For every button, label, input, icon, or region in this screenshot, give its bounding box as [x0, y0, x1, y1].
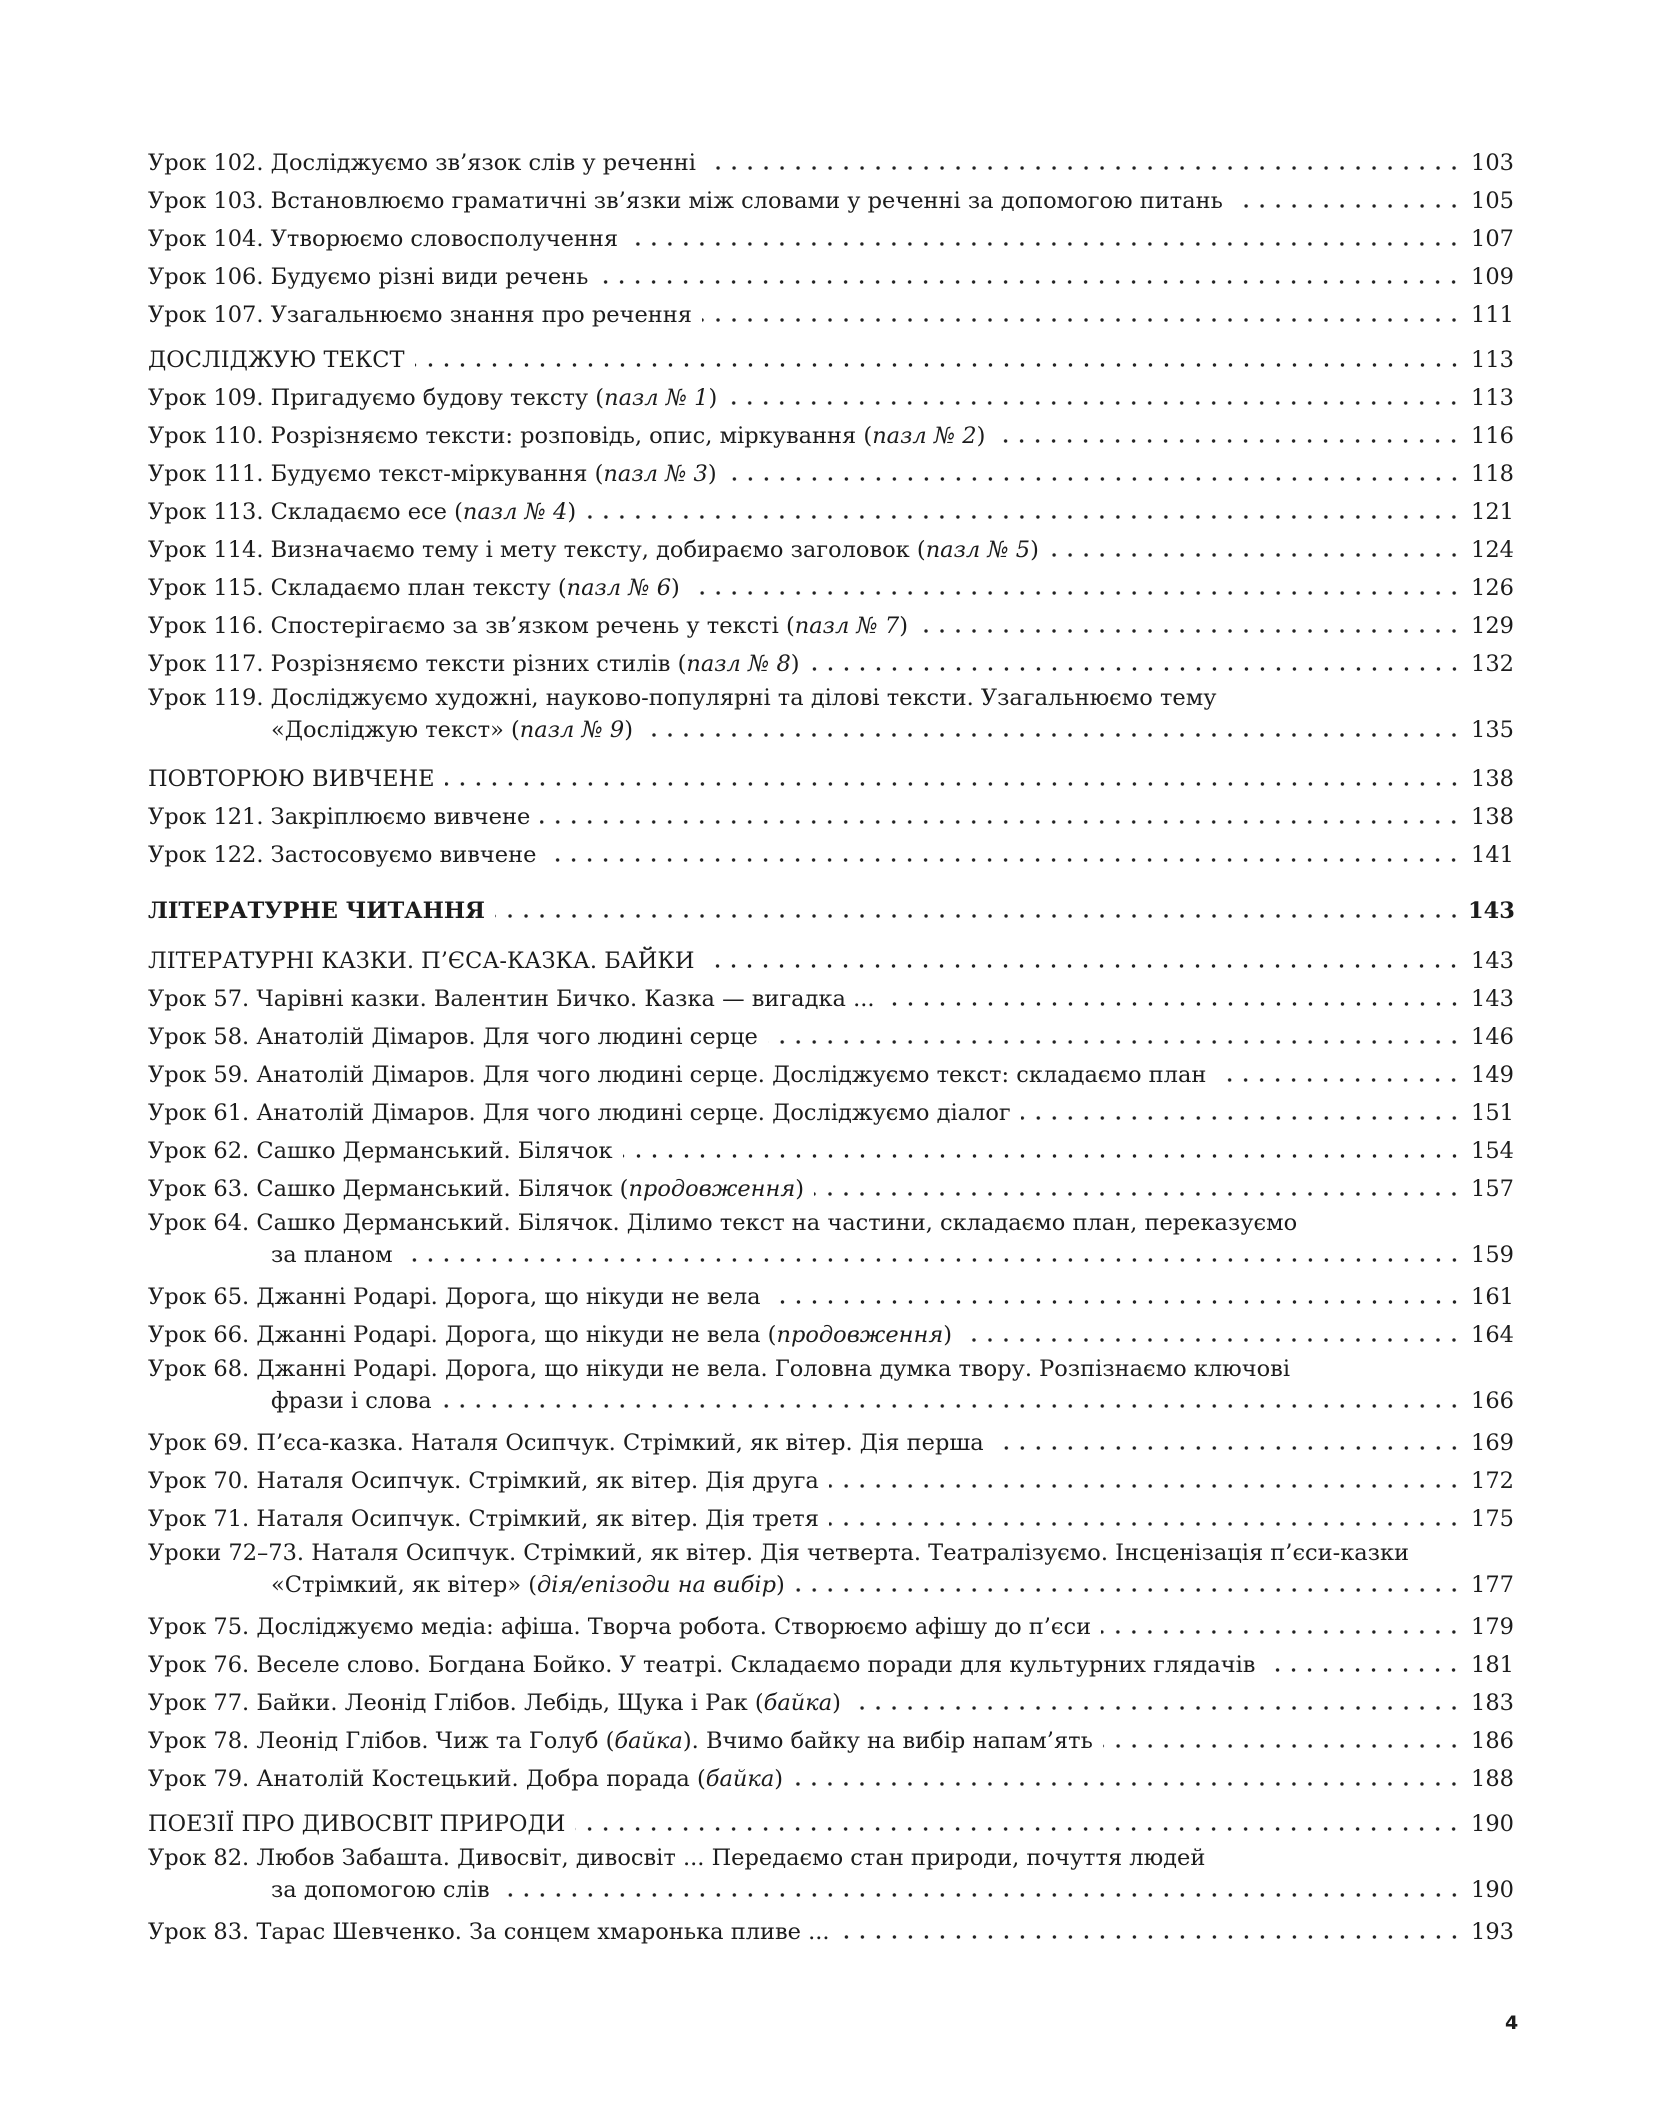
page-ref: 179: [1471, 1614, 1514, 1640]
page-ref: 121: [1471, 499, 1514, 525]
page-ref: 118: [1471, 461, 1514, 487]
leader-dots: [643, 732, 1462, 738]
toc-entry: Урок 78. Леонід Глібов. Чиж та Голуб (байка). Вчимо байку на вибір напам’ять 186: [148, 1728, 1514, 1754]
toc-entry: Урок 79. Анатолій Костецький. Добра порада (байка) 188: [148, 1766, 1514, 1792]
page-ref: 193: [1471, 1919, 1514, 1945]
page-ref: 113: [1471, 385, 1514, 411]
page-ref: 175: [1471, 1506, 1514, 1532]
leader-dots: [500, 1892, 1462, 1898]
leader-dots: [793, 1781, 1462, 1787]
toc-entry: Урок 116. Спостерігаємо за зв’язком речень у тексті (пазл № 7) 129: [148, 613, 1514, 639]
toc-entry: Урок 58. Анатолій Дімаров. Для чого людині серце 146: [148, 1024, 1514, 1050]
toc-section-heading: ДОСЛІДЖУЮ ТЕКСТ 113: [148, 347, 1514, 373]
toc-entry: Урок 119. Досліджуємо художні, науково-популярні та ділові тексти. Узагальнюємо тему «Досліджую текст» (пазл № 9) 135: [148, 685, 1514, 743]
leader-dots: [540, 819, 1462, 825]
toc-entry: Урок 121. Закріплюємо вивчене 138: [148, 804, 1514, 830]
table-of-contents: [148, 140, 1514, 1947]
leader-dots: [840, 1934, 1462, 1940]
toc-entry: Урок 57. Чарівні казки. Валентин Бичко. Казка — вигадка ... 143: [148, 986, 1514, 1012]
page-ref: 164: [1471, 1322, 1514, 1348]
toc-entry: Урок 75. Досліджуємо медіа: афіша. Творча робота. Створюємо афішу до п’єси 179: [148, 1614, 1514, 1640]
toc-entry: Урок 107. Узагальнюємо знання про речення 111: [148, 302, 1514, 328]
page-ref: 129: [1471, 613, 1514, 639]
toc-entry: Урок 66. Джанні Родарі. Дорога, що нікуди не вела (продовження) 164: [148, 1322, 1514, 1348]
page-ref: 113: [1471, 347, 1514, 373]
page-ref: 138: [1471, 804, 1514, 830]
toc-entry: Урок 68. Джанні Родарі. Дорога, що нікуди не вела. Головна думка твору. Розпізнаємо ключові фрази і слова 166: [148, 1356, 1514, 1414]
leader-dots: [1233, 203, 1462, 209]
page-ref: 159: [1471, 1242, 1514, 1268]
leader-dots: [851, 1705, 1462, 1711]
page-ref: 186: [1471, 1728, 1514, 1754]
leader-dots: [995, 438, 1462, 444]
leader-dots: [1216, 1077, 1462, 1083]
page-ref: 169: [1471, 1430, 1514, 1456]
toc-entry: Урок 69. П’єса-казка. Наталя Осипчук. Стрімкий, як вітер. Дія перша 169: [148, 1430, 1514, 1456]
toc-entry: Урок 103. Встановлюємо граматичні зв’язки між словами у реченні за допомогою питань 105: [148, 188, 1514, 214]
toc-entry: Урок 76. Веселе слово. Богдана Бойко. У театрі. Складаємо поради для культурних глядачів 181: [148, 1652, 1514, 1678]
toc-entry: Уроки 72–73. Наталя Осипчук. Стрімкий, як вітер. Дія четверта. Театралізуємо. Інсценізація п’єси-казки «Стрімкий, як вітер» (дія/епізоди на вибір) 177: [148, 1540, 1514, 1598]
toc-entry: Урок 110. Розрізняємо тексти: розповідь, опис, міркування (пазл № 2) 116: [148, 423, 1514, 449]
leader-dots: [918, 628, 1462, 634]
toc-entry: Урок 114. Визначаємо тему і мету тексту, добираємо заголовок (пазл № 5) 124: [148, 537, 1514, 563]
page-ref: 177: [1471, 1572, 1514, 1598]
leader-dots: [829, 1483, 1462, 1489]
toc-entry: Урок 109. Пригадуємо будову тексту (пазл № 1) 113: [148, 385, 1514, 411]
leader-dots: [727, 476, 1462, 482]
leader-dots: [586, 514, 1462, 520]
toc-entry: Урок 117. Розрізняємо тексти різних стилів (пазл № 8) 132: [148, 651, 1514, 677]
page-ref: 157: [1471, 1176, 1514, 1202]
page-ref: 149: [1471, 1062, 1514, 1088]
leader-dots: [628, 241, 1462, 247]
page-ref: 172: [1471, 1468, 1514, 1494]
leader-dots: [442, 1403, 1462, 1409]
toc-entry: Урок 122. Застосовуємо вивчене 141: [148, 842, 1514, 868]
leader-dots: [415, 362, 1462, 368]
toc-part-heading: ЛІТЕРАТУРНЕ ЧИТАННЯ 143: [148, 898, 1515, 924]
page-ref: 132: [1471, 651, 1514, 677]
page-ref: 111: [1471, 302, 1514, 328]
toc-entry: Урок 83. Тарас Шевченко. За сонцем хмаронька пливе ... 193: [148, 1919, 1514, 1945]
toc-entry: Урок 113. Складаємо есе (пазл № 4) 121: [148, 499, 1514, 525]
page-ref: 141: [1471, 842, 1514, 868]
toc-section-heading: ПОВТОРЮЮ ВИВЧЕНЕ 138: [148, 766, 1514, 792]
leader-dots: [829, 1521, 1462, 1527]
page-ref: 109: [1471, 264, 1514, 290]
page-ref: 135: [1471, 717, 1514, 743]
leader-dots: [795, 1587, 1462, 1593]
toc-entry: Урок 106. Будуємо різні види речень 109: [148, 264, 1514, 290]
leader-dots: [814, 1191, 1462, 1197]
leader-dots: [810, 666, 1462, 672]
page-ref: 161: [1471, 1284, 1514, 1310]
leader-dots: [546, 857, 1462, 863]
page-ref: 188: [1471, 1766, 1514, 1792]
leader-dots: [885, 1001, 1462, 1007]
leader-dots: [768, 1039, 1462, 1045]
leader-dots: [445, 781, 1462, 787]
page-ref: 166: [1471, 1388, 1514, 1414]
page-ref: 183: [1471, 1690, 1514, 1716]
leader-dots: [771, 1299, 1462, 1305]
page-ref: 143: [1471, 948, 1514, 974]
leader-dots: [1265, 1667, 1462, 1673]
leader-dots: [495, 913, 1462, 919]
toc-entry: Урок 102. Досліджуємо зв’язок слів у реченні 103: [148, 150, 1514, 176]
page-number: 4: [1505, 2012, 1519, 2034]
leader-dots: [706, 165, 1462, 171]
page-ref: 143: [1468, 898, 1515, 924]
leader-dots: [403, 1257, 1462, 1263]
leader-dots: [598, 279, 1462, 285]
leader-dots: [994, 1445, 1462, 1451]
toc-entry: Урок 77. Байки. Леонід Глібов. Лебідь, Щука і Рак (байка) 183: [148, 1690, 1514, 1716]
leader-dots: [1049, 552, 1462, 558]
page-ref: 190: [1471, 1877, 1514, 1903]
leader-dots: [727, 400, 1462, 406]
leader-dots: [1021, 1115, 1462, 1121]
page-ref: 107: [1471, 226, 1514, 252]
toc-entry: Урок 70. Наталя Осипчук. Стрімкий, як вітер. Дія друга 172: [148, 1468, 1514, 1494]
page-ref: 116: [1471, 423, 1514, 449]
page-ref: 124: [1471, 537, 1514, 563]
leader-dots: [702, 317, 1462, 323]
page-ref: 181: [1471, 1652, 1514, 1678]
page-ref: 105: [1471, 188, 1514, 214]
toc-entry: Урок 61. Анатолій Дімаров. Для чого людині серце. Досліджуємо діалог 151: [148, 1100, 1514, 1126]
toc-entry: Урок 63. Сашко Дерманський. Білячок (продовження) 157: [148, 1176, 1514, 1202]
toc-entry: Урок 115. Складаємо план тексту (пазл № 6) 126: [148, 575, 1514, 601]
toc-entry: Урок 82. Любов Забашта. Дивосвіт, дивосвіт ... Передаємо стан природи, почуття людей за допомогою слів 190: [148, 1845, 1514, 1903]
toc-section-heading: ПОЕЗІЇ ПРО ДИВОСВІТ ПРИРОДИ 190: [148, 1811, 1514, 1837]
toc-entry: Урок 65. Джанні Родарі. Дорога, що нікуди не вела 161: [148, 1284, 1514, 1310]
leader-dots: [1103, 1743, 1462, 1749]
toc-section-heading: ЛІТЕРАТУРНІ КАЗКИ. П’ЄСА-КАЗКА. БАЙКИ 143: [148, 948, 1514, 974]
page-ref: 138: [1471, 766, 1514, 792]
page-ref: 143: [1471, 986, 1514, 1012]
page-ref: 103: [1471, 150, 1514, 176]
page-ref: 151: [1471, 1100, 1514, 1126]
page-ref: 190: [1471, 1811, 1514, 1837]
toc-entry: Урок 62. Сашко Дерманський. Білячок 154: [148, 1138, 1514, 1164]
leader-dots: [704, 963, 1462, 969]
leader-dots: [623, 1153, 1462, 1159]
leader-dots: [575, 1826, 1462, 1832]
toc-entry: Урок 64. Сашко Дерманський. Білячок. Ділимо текст на частини, складаємо план, переказуємо за планом 159: [148, 1210, 1514, 1268]
leader-dots: [690, 590, 1462, 596]
toc-entry: Урок 71. Наталя Осипчук. Стрімкий, як вітер. Дія третя 175: [148, 1506, 1514, 1532]
toc-entry: Урок 104. Утворюємо словосполучення 107: [148, 226, 1514, 252]
toc-entry: Урок 111. Будуємо текст-міркування (пазл № 3) 118: [148, 461, 1514, 487]
leader-dots: [1101, 1629, 1462, 1635]
page-ref: 154: [1471, 1138, 1514, 1164]
leader-dots: [962, 1337, 1462, 1343]
toc-entry: Урок 59. Анатолій Дімаров. Для чого людині серце. Досліджуємо текст: складаємо план 149: [148, 1062, 1514, 1088]
page-ref: 146: [1471, 1024, 1514, 1050]
page-ref: 126: [1471, 575, 1514, 601]
